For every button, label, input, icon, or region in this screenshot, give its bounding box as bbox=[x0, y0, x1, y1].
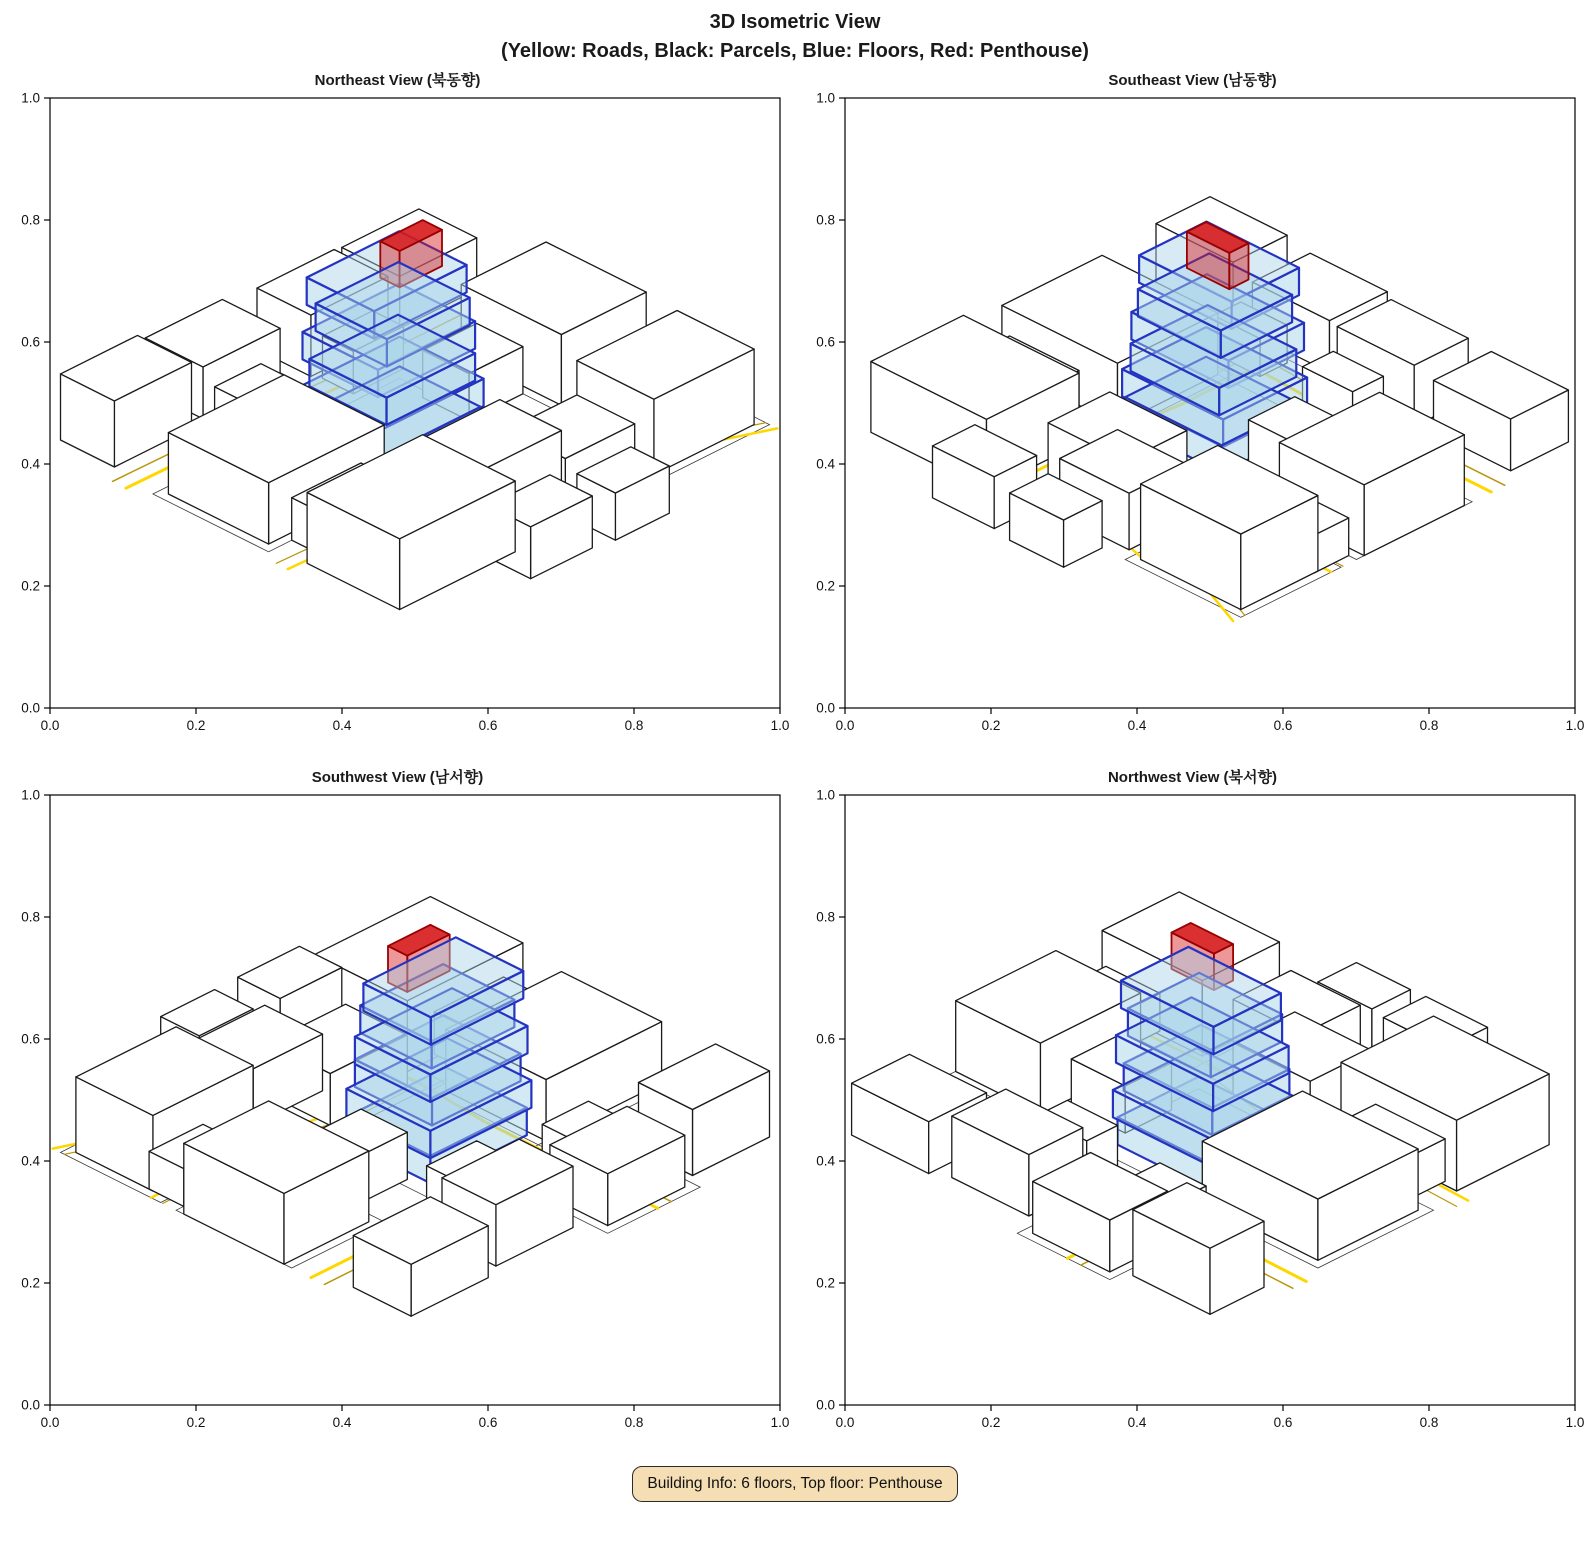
svg-text:0.4: 0.4 bbox=[332, 718, 352, 733]
svg-text:0.0: 0.0 bbox=[40, 1415, 60, 1430]
svg-text:0.8: 0.8 bbox=[624, 718, 644, 733]
building-info-badge: Building Info: 6 floors, Top floor: Penthouse bbox=[632, 1466, 957, 1502]
svg-text:1.0: 1.0 bbox=[21, 789, 40, 803]
svg-text:0.6: 0.6 bbox=[478, 1415, 498, 1430]
figure-title-line1: 3D Isometric View bbox=[709, 11, 881, 33]
panel-southeast bbox=[795, 66, 1590, 763]
svg-text:0.0: 0.0 bbox=[21, 700, 40, 716]
svg-text:0.8: 0.8 bbox=[21, 212, 40, 228]
svg-text:1.0: 1.0 bbox=[21, 92, 40, 106]
svg-text:0.0: 0.0 bbox=[816, 1397, 835, 1413]
panel-northwest bbox=[795, 763, 1590, 1460]
svg-text:0.4: 0.4 bbox=[21, 456, 40, 472]
svg-text:0.6: 0.6 bbox=[816, 1031, 835, 1047]
svg-text:0.6: 0.6 bbox=[21, 1031, 40, 1047]
svg-text:0.8: 0.8 bbox=[816, 212, 835, 228]
svg-text:0.6: 0.6 bbox=[1273, 718, 1293, 733]
svg-text:0.8: 0.8 bbox=[1419, 718, 1439, 733]
subplot-grid bbox=[0, 66, 1590, 1460]
svg-text:0.8: 0.8 bbox=[21, 909, 40, 925]
svg-text:0.2: 0.2 bbox=[186, 718, 206, 733]
panel-northwest-title: Northwest View (북서향) bbox=[1107, 769, 1278, 786]
svg-text:0.0: 0.0 bbox=[835, 1415, 855, 1430]
northeast-plot bbox=[0, 92, 795, 760]
svg-text:0.0: 0.0 bbox=[40, 718, 60, 733]
panel-southwest-title: Southwest View (남서향) bbox=[311, 769, 484, 786]
svg-text:0.0: 0.0 bbox=[835, 718, 855, 733]
svg-text:0.8: 0.8 bbox=[624, 1415, 644, 1430]
svg-text:0.2: 0.2 bbox=[21, 1275, 40, 1291]
svg-text:0.2: 0.2 bbox=[981, 1415, 1001, 1430]
southwest-plot bbox=[0, 789, 795, 1457]
svg-text:0.4: 0.4 bbox=[816, 1153, 835, 1169]
svg-text:0.2: 0.2 bbox=[981, 718, 1001, 733]
svg-text:0.6: 0.6 bbox=[478, 718, 498, 733]
southeast-plot bbox=[795, 92, 1590, 760]
svg-text:1.0: 1.0 bbox=[770, 718, 790, 733]
panel-southeast-title: Southeast View (남동향) bbox=[1108, 72, 1277, 89]
svg-text:1.0: 1.0 bbox=[1565, 718, 1585, 733]
svg-text:0.8: 0.8 bbox=[1419, 1415, 1439, 1430]
svg-text:0.4: 0.4 bbox=[332, 1415, 352, 1430]
panel-northeast bbox=[0, 66, 795, 763]
svg-text:0.6: 0.6 bbox=[1273, 1415, 1293, 1430]
svg-text:0.0: 0.0 bbox=[21, 1397, 40, 1413]
panel-northeast-title: Northeast View (북동향) bbox=[314, 72, 481, 89]
svg-text:1.0: 1.0 bbox=[816, 789, 835, 803]
svg-text:0.2: 0.2 bbox=[816, 578, 835, 594]
footer bbox=[0, 1466, 1590, 1502]
svg-text:0.2: 0.2 bbox=[21, 578, 40, 594]
svg-text:0.6: 0.6 bbox=[21, 334, 40, 350]
svg-text:0.2: 0.2 bbox=[816, 1275, 835, 1291]
svg-text:1.0: 1.0 bbox=[816, 92, 835, 106]
svg-text:0.8: 0.8 bbox=[816, 909, 835, 925]
svg-text:0.4: 0.4 bbox=[816, 456, 835, 472]
figure-title-line2: (Yellow: Roads, Black: Parcels, Blue: Floors, Red: Penthouse) bbox=[501, 40, 1089, 62]
northwest-plot bbox=[795, 789, 1590, 1457]
svg-text:0.4: 0.4 bbox=[21, 1153, 40, 1169]
svg-text:0.2: 0.2 bbox=[186, 1415, 206, 1430]
panel-southwest bbox=[0, 763, 795, 1460]
figure-title bbox=[501, 8, 1089, 66]
svg-text:0.6: 0.6 bbox=[816, 334, 835, 350]
svg-text:1.0: 1.0 bbox=[770, 1415, 790, 1430]
svg-text:1.0: 1.0 bbox=[1565, 1415, 1585, 1430]
svg-text:0.4: 0.4 bbox=[1127, 1415, 1147, 1430]
svg-text:0.0: 0.0 bbox=[816, 700, 835, 716]
svg-text:0.4: 0.4 bbox=[1127, 718, 1147, 733]
